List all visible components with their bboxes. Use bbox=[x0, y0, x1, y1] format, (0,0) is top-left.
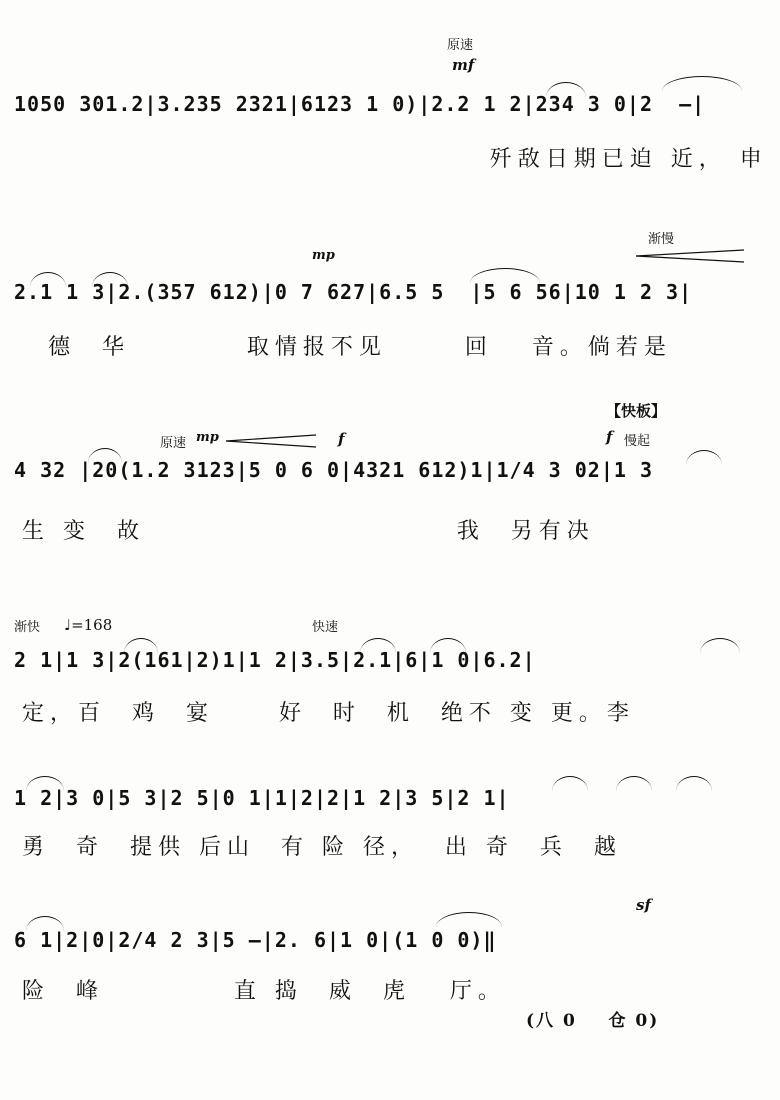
slur bbox=[430, 638, 466, 653]
slur bbox=[686, 450, 722, 465]
tempo-marking: 慢起 bbox=[624, 434, 651, 449]
notation-line: 2 1|1 3|2(161|2)1|1 2|3.5|2.1|6|1 0|6.2| bbox=[14, 648, 536, 672]
notation-line: 2.1 1 3|2.(357 612)|0 7 627|6.5 5 |5 6 56|10 1 2 3| bbox=[14, 280, 693, 304]
dynamics-marking: f bbox=[606, 428, 613, 446]
slur bbox=[552, 776, 588, 791]
dynamics-marking: mp bbox=[196, 430, 219, 445]
lyrics-line: 德 华 取情报不见 回 音。倘若是 bbox=[22, 335, 672, 360]
lyrics-line: 生 变 故 我 另有决 bbox=[22, 519, 595, 544]
slur bbox=[436, 912, 502, 927]
notation-line: 1050 301.2|3.235 2321|6123 1 0)|2.2 1 2|234 3 0|2 –| bbox=[14, 92, 706, 116]
slur bbox=[700, 638, 740, 653]
tempo-marking: 渐慢 bbox=[648, 232, 675, 247]
dynamics-marking: sf bbox=[636, 896, 651, 914]
lyrics-line: 定，百 鸡 宴 好 时 机 绝不 变 更。李 bbox=[22, 701, 635, 726]
slur bbox=[676, 776, 712, 791]
notation-line: 6 1|2|0|2/4 2 3|5 –|2. 6|1 0|(1 0 0)‖ bbox=[14, 928, 497, 952]
slur bbox=[470, 268, 540, 283]
lyrics-line: 勇 奇 提供 后山 有 险 径， 出 奇 兵 越 bbox=[22, 835, 622, 860]
tempo-marking: 渐快 bbox=[14, 620, 41, 635]
crescendo-hairpin bbox=[226, 434, 318, 448]
slur bbox=[360, 638, 396, 653]
slur bbox=[616, 776, 652, 791]
dynamics-marking: f bbox=[338, 430, 345, 448]
tempo-marking: 原速 bbox=[447, 38, 474, 53]
slur bbox=[26, 776, 64, 791]
slur bbox=[26, 916, 64, 931]
dynamics-marking: mp bbox=[312, 248, 335, 263]
slur bbox=[546, 82, 586, 97]
tempo-marking: 快速 bbox=[312, 620, 339, 635]
slur bbox=[124, 638, 158, 653]
slur bbox=[88, 448, 122, 463]
notation-line: 1 2|3 0|5 3|2 5|0 1|1|2|2|1 2|3 5|2 1| bbox=[14, 786, 510, 810]
slur bbox=[662, 76, 742, 91]
metronome-marking: ♩=168 bbox=[64, 616, 113, 634]
tempo-marking: 原速 bbox=[160, 436, 187, 451]
section-marking: 【快板】 bbox=[606, 402, 667, 420]
slur bbox=[30, 272, 66, 287]
notation-line: 4 32 |20(1.2 3123|5 0 6 0|4321 612)1|1/4 3 02|1 3 bbox=[14, 458, 654, 482]
decrescendo-hairpin bbox=[636, 248, 746, 264]
lyrics-line: 歼敌日期已迫 近， 申 bbox=[22, 147, 768, 172]
dynamics-marking: mf bbox=[452, 56, 475, 74]
percussion-line: (八 0 仓 0) bbox=[526, 1011, 660, 1031]
lyrics-line: 险 峰 直 捣 威 虎 厅。 bbox=[22, 979, 506, 1004]
slur bbox=[92, 272, 128, 287]
